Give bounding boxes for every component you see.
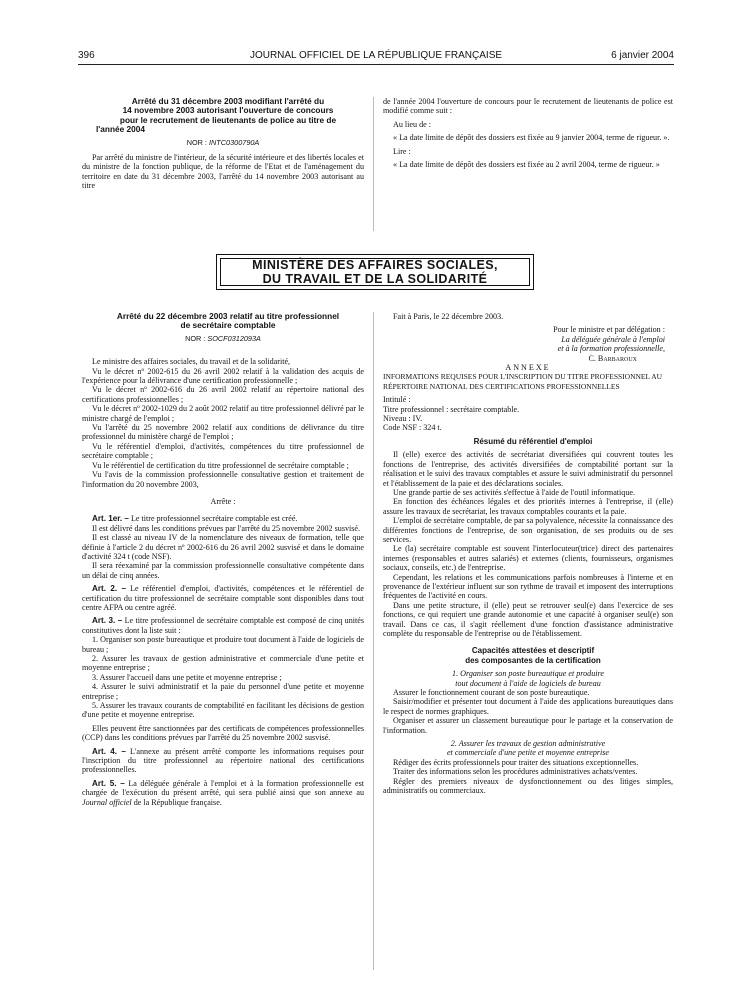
unit-item: 4. Assurer le suivi administratif et la paie du personnel d'une petite et moyenne entreprise ;: [82, 682, 364, 701]
ministry-line: DU TRAVAIL ET DE LA SOLIDARITÉ: [262, 271, 488, 286]
intitule: Intitulé :: [383, 395, 411, 405]
top-left-body: Par arrêté du ministre de l'intérieur, de la sécurité intérieure et des libertés locales et du ministre de la fonction publique, de la réforme de l'Etat et de l'aménagement du territoire en date du 31 décembre 2003, l'arrêté du 14 novembre 2003 autorisant au titre: [82, 153, 364, 191]
article-text: Le titre professionnel secrétaire comptable est créé.: [130, 514, 298, 524]
column-divider: [373, 312, 374, 970]
code-nsf: Code NSF : 324 t.: [383, 423, 442, 433]
info-heading: INFORMATIONS REQUISES POUR L'INSCRIPTION DU TITRE PROFESSIONNEL AU RÉPERTOIRE NATIONAL DES CERTIFICATIONS PROFESSIONNELLES: [383, 372, 663, 391]
article-text: La déléguée générale à l'emploi et à la formation professionnelle est chargée de l'exécution du présent arrêté, qui sera publié ainsi que son annexe au: [82, 778, 364, 798]
unit-item: 1. Organiser son poste bureautique et produire tout document à l'aide de logiciels de bureau ;: [82, 635, 364, 654]
top-right-body: de l'année 2004 l'ouverture de concours pour le recrutement de lieutenants de police est modifié comme suit :: [383, 97, 673, 116]
nor-label: NOR :: [185, 333, 206, 343]
capacity-paragraph: Organiser et assurer un classement bureautique pour le partage et la conservation de l'information.: [383, 716, 673, 735]
article-2: [82, 584, 364, 612]
niveau: Niveau : IV.: [383, 414, 423, 424]
visa-paragraph: Vu l'arrêté du 25 novembre 2002 relatif aux conditions de délivrance du titre professionnel du ministère chargé de l'emploi ;: [82, 423, 364, 442]
resume-paragraph: Il (elle) exerce des activités de secrétariat diversifiées qui couvrent toutes les fonctions de l'entreprise, des activités diversifiées de comptabilité portant sur la réalisation et le suivi des travaux comptables et assure le suivi administratif du personnel et l'établissement de la paie et des déclarations sociales.: [383, 450, 673, 488]
visa-paragraph: Vu le référentiel d'emploi, d'activités, compétences du titre professionnel de secrétaire comptable ;: [82, 441, 364, 461]
article-paragraph: Il sera réexaminé par la commission professionnelle consultative compétente dans un délai de cinq années.: [82, 561, 364, 580]
subsection-heading: et commerciale d'une petite et moyenne entreprise: [446, 748, 610, 758]
top-right-column: [383, 97, 673, 169]
resume-paragraph: Dans une petite structure, il (elle) peut se retrouver seul(e) dans l'exercice de ses fonctions, ce qui requiert une grande autonomie et une capacité à organiser seul(e) son travail. Dans ce cas, il s'agit réellement d'une fonction d'assistance administrative complète du responsable de l'entreprise ou de l'établissement.: [383, 600, 673, 638]
new-text-quote: « La date limite de dépôt des dossiers est fixée au 2 avril 2004, terme de rigueur. »: [393, 160, 660, 170]
old-text-quote: « La date limite de dépôt des dossiers est fixée au 9 janvier 2004, terme de rigueur. ».: [393, 133, 670, 143]
article-text: Le référentiel d'emploi, d'activités, compétences et le référentiel de certification du titre professionnel de secrétaire comptable sont disponibles dans tout centre AFPA ou centre agréé.: [82, 584, 364, 612]
fait-a-paris: Fait à Paris, le 22 décembre 2003.: [393, 312, 504, 321]
unit-item: 2. Assurer les travaux de gestion administrative et commerciale d'une petite et moyenne entreprise ;: [82, 654, 364, 673]
article-paragraph: Il est délivré dans les conditions prévues par l'arrêté du 25 novembre 2002 susvisé.: [92, 523, 361, 533]
journal-officiel: Journal officiel: [82, 797, 132, 807]
visa-paragraph: Vu le décret nº 2002-1029 du 2 août 2002 relatif au titre professionnel délivré par le ministre chargé de l'emploi ;: [82, 404, 364, 423]
article-label: Art. 5. –: [92, 778, 125, 788]
ministry-banner: [216, 254, 534, 290]
visa-paragraph: Vu le décret nº 2002-616 du 26 avril 2002 relatif au répertoire national des certifications professionnelles ;: [82, 385, 364, 404]
section-heading: Résumé du référentiel d'emploi: [473, 436, 593, 446]
section-heading: Capacités attestées et descriptif: [471, 646, 595, 656]
article-text: de la République française.: [131, 797, 222, 807]
visa-paragraph: Le ministre des affaires sociales, du travail et de la solidarité,: [92, 357, 291, 367]
arrete-title-line: 14 novembre 2003 autorisant l'ouverture de concours: [122, 105, 334, 116]
page-number: 396: [78, 50, 95, 61]
journal-title: JOURNAL OFFICIEL DE LA RÉPUBLIQUE FRANÇAISE: [249, 50, 503, 61]
header-rule: [78, 64, 674, 65]
article-text: L'annexe au présent arrêté comporte les informations requises pour l'inscription du titre professionnel au répertoire national des certifications professionnelles.: [82, 746, 364, 775]
article-4: [82, 747, 364, 775]
article-1: [82, 514, 364, 523]
section-heading: des composantes de la certification: [465, 655, 601, 665]
issue-date: 6 janvier 2004: [611, 50, 674, 61]
subsection-heading: 1. Organiser son poste bureautique et produire: [452, 669, 604, 679]
resume-paragraph: Une grande partie de ses activités s'effectue à l'aide de l'outil informatique.: [393, 487, 635, 497]
subsection-heading: 2. Assurer les travaux de gestion administrative: [450, 739, 606, 749]
article-text: Le titre professionnel de secrétaire comptable est composé de cinq unités constitutives dont la liste suit :: [82, 616, 364, 635]
arrete-title-line: Arrêté du 31 décembre 2003 modifiant l'arrêté du: [131, 96, 325, 106]
arrete-label: Arrête :: [210, 496, 236, 506]
nor-reference: [82, 334, 364, 343]
visa-paragraph: Vu l'avis de la commission professionnelle consultative gestion et traitement de l'information du 20 novembre 2003,: [82, 470, 364, 489]
lire: Lire :: [393, 146, 411, 156]
capacity-paragraph: Régler des premiers niveaux de dysfonctionnement ou des litiges simples, administratifs ou commerciaux.: [383, 776, 673, 796]
arrete-title-line: Arrêté du 22 décembre 2003 relatif au titre professionnel: [116, 311, 340, 321]
capacity-paragraph: Rédiger des écrits professionnels pour traiter des situations exceptionnelles.: [393, 757, 639, 767]
article-label: Art. 3. –: [92, 616, 123, 626]
delegee-line: La déléguée générale à l'emploi: [561, 334, 665, 344]
resume-paragraph: L'emploi de secrétaire comptable, de par sa polyvalence, nécessite la connaissance des différentes fonctions de l'entreprise, de son organisation, de ses produits ou de ses services.: [383, 516, 673, 544]
arrete-title-line: de secrétaire comptable: [180, 320, 276, 331]
delegee-line: et à la formation professionnelle,: [557, 344, 665, 354]
article-paragraph: Elles peuvent être sanctionnées par des certificats de compétences professionnelles (CCP) dans les conditions prévues par l'arrêté du 25 novembre 2002 susvisé.: [82, 723, 364, 743]
capacity-paragraph: Traiter des informations selon les procédures administratives achats/ventes.: [393, 767, 638, 777]
column-divider: [373, 97, 374, 231]
nor-reference: [82, 138, 364, 147]
unit-item: 3. Assurer l'accueil dans une petite et moyenne entreprise ;: [92, 672, 282, 682]
visa-paragraph: Vu le référentiel de certification du titre professionnel de secrétaire comptable ;: [92, 460, 349, 470]
nor-code: SOCF0312093A: [207, 333, 261, 343]
subsection-heading: tout document à l'aide de logiciels de bureau: [455, 678, 601, 688]
left-column: [82, 312, 364, 807]
nor-label: NOR :: [186, 137, 207, 147]
capacity-paragraph: Assurer le fonctionnement courant de son poste bureautique.: [393, 688, 590, 698]
article-label: Art. 1er. –: [92, 514, 129, 524]
capacity-paragraph: Saisir/modifier et présenter tout document à l'aide des applications bureautiques dans le respect de normes graphiques.: [383, 697, 673, 716]
nor-code: INTC0300790A: [209, 137, 260, 147]
arrete-title-line: pour le recrutement de lieutenants de police au titre de: [119, 114, 337, 125]
visa-paragraph: Vu le décret nº 2002-615 du 26 avril 2002 relatif à la validation des acquis de l'expérience pour la délivrance d'une certification professionnelle ;: [82, 366, 364, 386]
resume-paragraph: Cependant, les relations et les communications parfois nombreuses à l'interne et en provenance de l'extérieur influent sur son rythme de travail et imposent des interruptions fréquentes de l'activité en cours.: [383, 572, 673, 601]
annexe-heading: ANNEXE: [505, 363, 551, 373]
delegation-line: Pour le ministre et par délégation :: [553, 325, 665, 335]
resume-paragraph: Le (la) secrétaire comptable est souvent l'interlocuteur(trice) direct des partenaires internes (responsables et autres salariés) et externes (clients, fournisseurs, organismes sociaux, conseils, etc.) de l'entreprise.: [383, 544, 673, 573]
titre-professionnel: Titre professionnel : secrétaire comptable.: [383, 404, 520, 414]
arrete-title-line: l'année 2004: [96, 124, 146, 135]
resume-paragraph: En fonction des échéances légales et des priorités internes à l'entreprise, il (elle) assure les travaux de secrétariat, les travaux comptables courants et la paie.: [383, 497, 673, 516]
article-5: [82, 779, 364, 807]
article-paragraph: Il est classé au niveau IV de la nomenclature des niveaux de formation, telle que définie à l'article 2 du décret nº 2002-616 du 26 avril 2002 susvisé et dans le domaine d'activité 324 t (code NSF).: [82, 533, 364, 561]
article-label: Art. 4. –: [92, 746, 126, 756]
ministry-line: MINISTÈRE DES AFFAIRES SOCIALES,: [252, 258, 498, 272]
unit-item: 5. Assurer les travaux courants de comptabilité en facilitant les décisions de gestion d'une petite et moyenne entreprise.: [82, 701, 364, 720]
top-left-column: [82, 97, 364, 191]
right-column: [383, 312, 673, 796]
article-3: [82, 616, 364, 635]
au-lieu-de: Au lieu de :: [393, 119, 431, 129]
signatory: C. Barbaroux: [588, 353, 637, 363]
article-label: Art. 2. –: [92, 584, 126, 594]
